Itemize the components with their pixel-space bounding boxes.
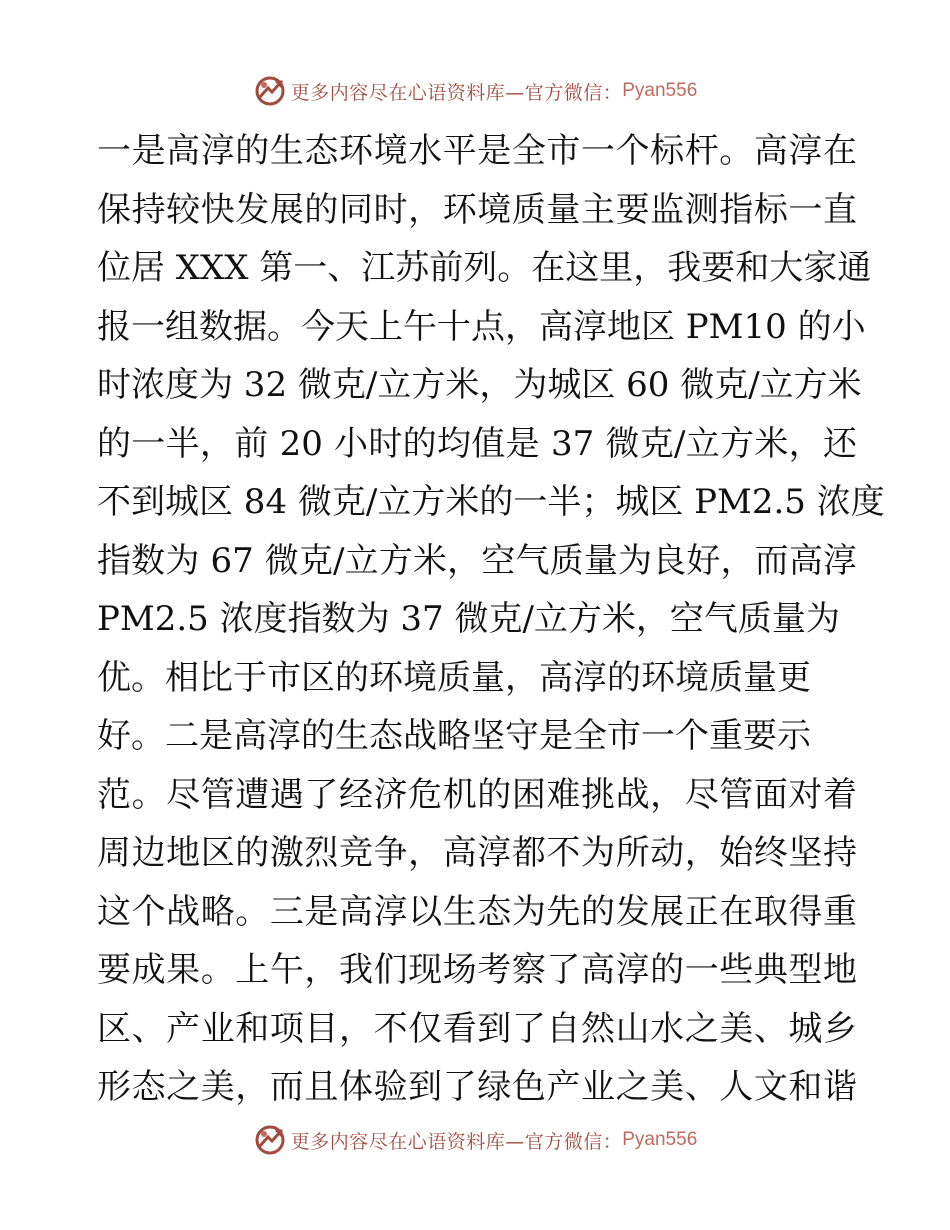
text-line: 范。尽管遭遇了经济危机的困难挑战，尽管面对着 — [97, 774, 857, 815]
text-line: 不到城区 84 微克/立方米的一半；城区 PM2.5 浓度 — [97, 482, 885, 522]
text-line: PM2.5 浓度指数为 37 微克/立方米，空气质量为 — [97, 599, 840, 639]
watermark-contact: Pyan556 — [622, 80, 698, 101]
text-line: 位居 XXX 第一、江苏前列。在这里，我要和大家通 — [97, 248, 872, 288]
text-line: 要成果。上午，我们现场考察了高淳的一些典型地 — [97, 950, 857, 990]
text-line: 时浓度为 32 微克/立方米，为城区 60 微克/立方米 — [97, 365, 862, 405]
text-line: 一是高淳的生态环境水平是全市一个标杆。高淳在 — [97, 131, 857, 171]
watermark-contact: Pyan556 — [622, 1129, 698, 1150]
text-line: 区、产业和项目，不仅看到了自然山水之美、城乡 — [97, 1008, 857, 1049]
watermark-text: 更多内容尽在心语资料库—官方微信： — [290, 81, 623, 104]
header-watermark — [0, 71, 950, 111]
document-body — [97, 122, 885, 1117]
text-line: 的一半，前 20 小时的均值是 37 微克/立方米，还 — [97, 423, 857, 464]
text-line: 优。相比于市区的环境质量，高淳的环境质量更 — [97, 657, 811, 698]
text-line: 好。二是高淳的生态战略坚守是全市一个重要示 — [97, 716, 811, 756]
brand-logo-icon — [253, 1123, 287, 1157]
text-line: 这个战略。三是高淳以生态为先的发展正在取得重 — [97, 891, 857, 932]
text-line: 形态之美，而且体验到了绿色产业之美、人文和谐 — [97, 1067, 857, 1107]
body-paragraph — [97, 122, 885, 1117]
text-line: 报一组数据。今天上午十点，高淳地区 PM10 的小 — [97, 306, 866, 347]
text-line: 指数为 67 微克/立方米，空气质量为良好，而高淳 — [97, 540, 857, 581]
text-line: 保持较快发展的同时，环境质量主要监测指标一直 — [97, 189, 857, 230]
watermark-text: 更多内容尽在心语资料库—官方微信： — [290, 1130, 623, 1153]
footer-watermark — [0, 1120, 950, 1160]
brand-logo-icon — [253, 74, 287, 108]
text-line: 周边地区的激烈竞争，高淳都不为所动，始终坚持 — [97, 833, 857, 873]
